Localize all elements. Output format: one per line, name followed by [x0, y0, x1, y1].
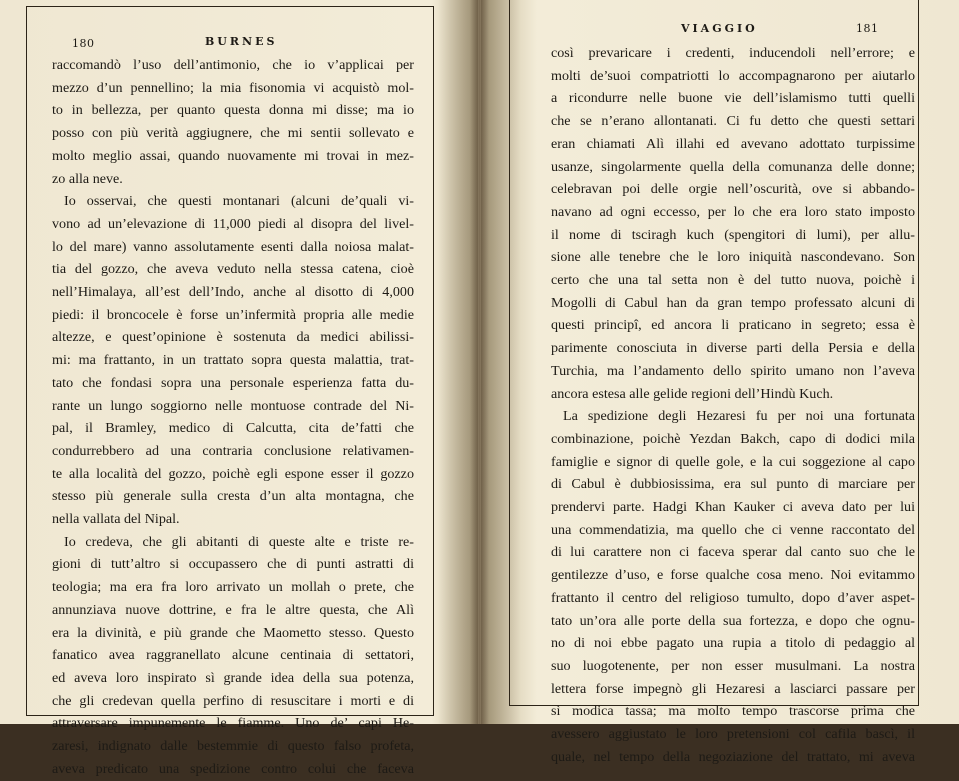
text-line: stesso più generale sulla cresta d’un alta montagna, che	[52, 488, 414, 505]
text-line: celebravan poi delle orgie nell’oscurità, ove si abbando-	[551, 181, 915, 198]
text-line: avessero aggiustato le loro pretensioni col cafila bascì, il	[551, 726, 915, 743]
text-line: molto meglio assai, quando nuovamente mi trovai in mez-	[52, 147, 414, 164]
text-line: Io osservai, che questi montanari (alcuni de’quali vi-	[64, 193, 414, 210]
left-page	[0, 0, 478, 777]
text-line: mi: ma frattanto, in un trattato sopra questa malattia, trat-	[52, 352, 414, 369]
text-line: posso con più verità aggiugnere, che mi sentii sollevato e	[52, 125, 414, 142]
text-line: era la divinità, e più grande che Maometto stesso. Questo	[52, 624, 414, 641]
text-line: condurrebbero ad una contraria conclusione relativamen-	[52, 442, 414, 459]
text-line: Mogolli di Cabul han da gran tempo professato alcuni di	[551, 294, 915, 311]
text-line: lo del mare) vanno assolutamente esenti dalla noiosa malat-	[52, 238, 414, 255]
right-page	[481, 0, 959, 765]
text-line: che gli credevan quella perfino di resuscitare i morti e di	[52, 692, 414, 709]
text-line: pal, il Bramley, medico di Calcutta, cita de’fatti che	[52, 420, 414, 437]
text-line: gentilezze d’uso, e forse qualche cosa meno. Noi evitammo	[551, 567, 915, 584]
text-line: La spedizione degli Hezaresi fu per noi una fortunata	[563, 408, 915, 425]
text-line: prendervi parte. Hadgi Khan Kauker ci aveva dato per lui	[551, 499, 915, 516]
text-line: no di noi ebbe pagato una rupia a titolo di pedaggio al	[551, 635, 915, 652]
text-line: questi principî, ed ancora li praticano in segreto; essa è	[551, 317, 915, 334]
body-text	[551, 42, 915, 769]
page-header	[0, 30, 478, 50]
text-line: altezze, e quest’opinione è sostenuta da medici abilissi-	[52, 329, 414, 346]
text-line: suo luogotenente, per non esser musulmani. La nostra	[551, 657, 915, 674]
text-line: annunziava nuove dottrine, e fra le altre questa, che Alì	[52, 601, 414, 618]
text-line: vono ad un’elevazione di 11,000 piedi al disopra del livel-	[52, 215, 414, 232]
text-line: tato che fondasi sopra una personale esperienza fatta du-	[52, 374, 414, 391]
text-line: tato un’ora alle porte della sua fortezza, e dopo che ognu-	[551, 612, 915, 629]
text-line: piedi: il broncocele è forse un’infermità propria alle medie	[52, 306, 414, 323]
text-line: quale, nel tempo della negoziazione del trattato, mi aveva	[551, 748, 915, 765]
text-line: una commendatizia, ma quello che ci venne raccontato del	[551, 521, 915, 538]
text-line: lettera forse impegnò gli Hezaresi a lasciarci passare per	[551, 680, 915, 697]
text-line: aveva predicato una spedizione contro colui che faceva	[52, 760, 414, 777]
text-line: di lui carattere non ci faceva sperar dal canto suo che le	[551, 544, 915, 561]
text-line: nell’Himalaya, all’est dell’Indo, anche al disotto di 4,000	[52, 284, 414, 301]
page-number: 180	[72, 37, 95, 50]
text-line: frattanto il centro del religioso tumulto, dopo d’aver aspet-	[551, 589, 915, 606]
text-line: attraversare impunemente le fiamme. Uno de’ capi He-	[52, 715, 414, 732]
text-line: mezzo d’un pennellino; la mia fisonomia vi acquistò mol-	[52, 79, 414, 96]
text-line: famiglie e signor di quelle gole, e la cui soggezione al capo	[551, 453, 915, 470]
body-text	[52, 54, 414, 781]
text-line: tia del gozzo, che aveva veduto nella stessa catena, cioè	[52, 261, 414, 278]
text-line: rante un lungo soggiorno nelle montuose contrade del Ni-	[52, 397, 414, 414]
text-line: nella vallata del Nipal.	[52, 511, 180, 528]
page-number: 181	[856, 22, 879, 35]
text-line: Turchia, ma l’andamento dello spirito umano non l’aveva	[551, 362, 915, 379]
text-line: usanze, singolarmente quella della comunanza delle donne;	[551, 158, 915, 175]
text-line: to in bellezza, per quanto questa donna mi disse; ma io	[52, 102, 414, 119]
text-line: a ricondurre nelle buone vie dell’islamismo tutti quelli	[551, 90, 915, 107]
text-line: Io credeva, che gli abitanti di queste alte e triste re-	[64, 533, 414, 550]
running-head: VIAGGIO	[681, 22, 758, 35]
text-line: fanatico avea raggranellato alcune centinaia di settatori,	[52, 647, 414, 664]
text-line: navano ad ogni eccesso, per lo che era loro stato imposto	[551, 203, 915, 220]
text-line: raccomandò l’uso dell’antimonio, che io v’applicai per	[52, 57, 414, 73]
text-line: combinazione, poichè Yezdan Bakch, capo di dodici mila	[551, 430, 915, 447]
text-line: di Cabul è dubbiosissima, era sul punto di marciare per	[551, 476, 915, 493]
text-line: teologia; ma era fra loro arrivato un mollah o prete, che	[52, 579, 414, 596]
text-line: sì modica tassa; ma molto tempo trascorse prima che	[551, 703, 915, 720]
text-line: parimente conosciuta in diverse parti della Persia e della	[551, 340, 915, 357]
text-line: molti de’suoi compatriotti lo accompagnarono per aiutarlo	[551, 67, 915, 84]
running-head: BURNES	[205, 35, 278, 48]
gutter-shadow	[438, 0, 478, 724]
text-line: zo alla neve.	[52, 170, 123, 187]
text-line: gioni di tutt’altro si occupassero che di punti astratti di	[52, 556, 414, 573]
text-line: ed aveva loro inspirato sì grande idea della sua potenza,	[52, 669, 414, 686]
text-line: certo che una tal setta non è del tutto nuova, poichè i	[551, 272, 915, 289]
text-line: che se n’erano allontanati. Ci fu detto che questi settari	[551, 113, 915, 130]
text-line: sione alle tenebre che le loro iniquità nascondevano. Son	[551, 249, 915, 266]
text-line: eran chiamati Alì illahi ed avevano adottato turpissime	[551, 135, 915, 152]
text-line: te alla località del gozzo, poichè egli espone esser il gozzo	[52, 465, 414, 482]
text-line: così prevaricare i credenti, inducendoli nell’errore; e	[551, 45, 915, 61]
text-line: ancora estesa alle gelide regioni dell’Hindù Kuch.	[551, 385, 834, 402]
text-line: il nome di tsciragh kuch (spengitori di lumi), per allu-	[551, 226, 915, 243]
text-line: zaresi, indignato dalle bestemmie di questo falso profeta,	[52, 738, 414, 755]
